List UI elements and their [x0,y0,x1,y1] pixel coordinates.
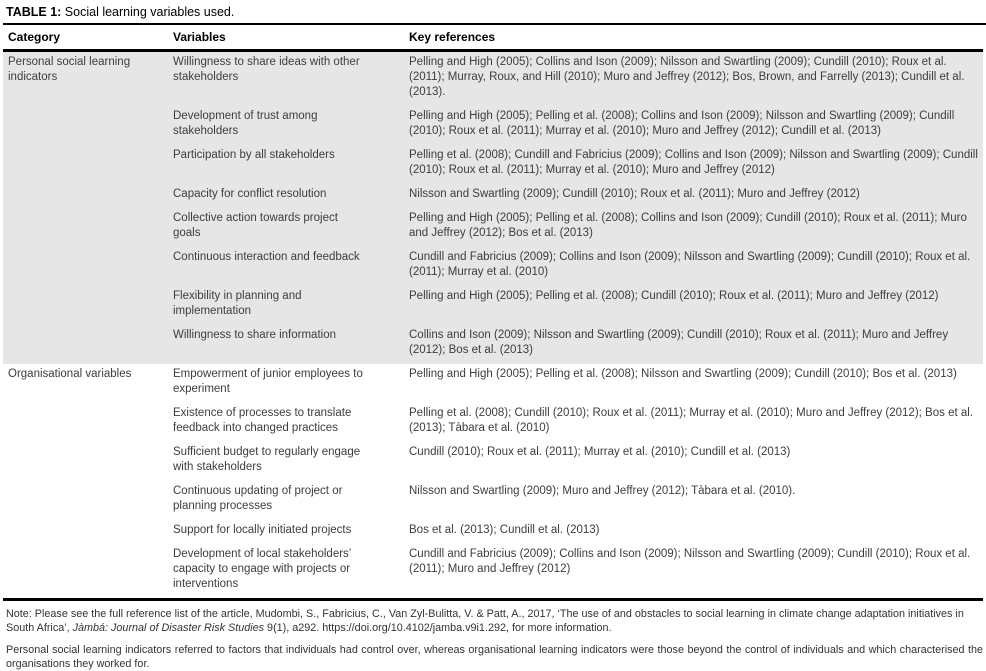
table-title [3,0,986,25]
references-cell: Pelling and High (2005); Pelling et al. (2008); Collins and Ison (2009); Cundill (2010); Roux et al. (2011); Muro and Jeffrey (2012); Bos et al. (2013) [409,208,983,247]
table-row [3,364,983,403]
variable-cell: Sufficient budget to regularly engage with stakeholders [173,446,361,473]
variable-cell: Empowerment of junior employees to experiment [173,368,363,395]
variable-cell: Flexibility in planning and implementation [173,286,409,325]
column-header-category: Category [3,25,173,51]
note-description: Personal social learning indicators referred to factors that individuals had control over, whereas organisational learning indicators were those beyond the control of individuals and which characterised the organisations they worked for. [6,644,983,670]
column-header-key-references: Key references [409,25,983,51]
note-reference-suffix: 9(1), a292. https://doi.org/10.4102/jamba.v9i1.292, for more information. [264,622,612,634]
variable-cell: Continuous interaction and feedback [173,247,409,286]
variable-cell: Development of local stakeholders’ capacity to engage with projects or interventions [173,548,351,590]
variable-cell: Collective action towards project goals [173,208,409,247]
variable-cell: Capacity for conflict resolution [173,184,409,208]
table-notes [3,601,986,671]
variable-cell: Willingness to share information [173,325,409,364]
variable-cell: Willingness to share ideas with other stakeholders [173,51,409,107]
section-personal-social-learning [3,51,983,365]
references-cell: Pelling et al. (2008); Cundill and Fabricius (2009); Collins and Ison (2009); Nilsson and Swartling (2009); Cundill (2010); Roux et al. (2011); Murray et al. (2010); Muro and Jeffrey (2012) [409,145,983,184]
social-learning-table [3,25,983,601]
references-cell: Pelling and High (2005); Collins and Ison (2009); Nilsson and Swartling (2009); Cundill (2010); Roux et al. (2011); Murray, Roux, and Hill (2010); Muro and Jeffrey (2012); Bos, Brown, and Farrelly (2013); Cundill et al. (2013). [409,51,983,107]
references-cell: Cundill and Fabricius (2009); Collins and Ison (2009); Nilsson and Swartling (2009); Cundill (2010); Roux et al. (2011); Muro and Jeffrey (2012) [409,548,971,575]
table-title-text: Social learning variables used. [61,5,235,19]
references-cell: Nilsson and Swartling (2009); Muro and Jeffrey (2012); Tàbara et al. (2010). [409,485,796,497]
note-reference-prefix: Note: Please see the full reference list of the article, Mudombi, S., Fabricius, C., Van Zyl-Bulitta, V. & Patt, A., 2017, ‘The use of and obstacles to social learning in climate change adaptation initiatives in South Africa’, [6,608,964,634]
section-organisational-variables [3,364,983,600]
header-row [3,25,983,51]
table-row [3,51,983,107]
references-cell: Cundill and Fabricius (2009); Collins and Ison (2009); Nilsson and Swartling (2009); Cundill (2010); Roux et al. (2011); Murray et al. (2010) [409,247,983,286]
note-journal-name: Jàmbá: Journal of Disaster Risk Studies [72,622,265,634]
references-cell: Cundill (2010); Roux et al. (2011); Murray et al. (2010); Cundill et al. (2013) [409,446,791,458]
variable-cell: Development of trust among stakeholders [173,106,409,145]
column-header-variables: Variables [173,25,409,51]
references-cell: Bos et al. (2013); Cundill et al. (2013) [409,524,600,536]
references-cell: Pelling and High (2005); Pelling et al. (2008); Cundill (2010); Roux et al. (2011); Muro and Jeffrey (2012) [409,286,983,325]
references-cell: Pelling et al. (2008); Cundill (2010); Roux et al. (2011); Murray et al. (2010); Muro and Jeffrey (2012); Bos et al. (2013); Tàbara et al. (2010) [409,407,973,434]
references-cell: Pelling and High (2005); Pelling et al. (2008); Collins and Ison (2009); Nilsson and Swartling (2009); Cundill (2010); Roux et al. (2011); Murray et al. (2010); Muro and Jeffrey (2012); Cundill et al. (2013) [409,106,983,145]
references-cell: Nilsson and Swartling (2009); Cundill (2010); Roux et al. (2011); Muro and Jeffrey (2012) [409,184,983,208]
references-cell: Pelling and High (2005); Pelling et al. (2008); Nilsson and Swartling (2009); Cundill (2010); Bos et al. (2013) [409,368,957,380]
category-cell: Personal social learning indicators [3,51,173,365]
note-reference [6,607,983,635]
variable-cell: Participation by all stakeholders [173,145,409,184]
variable-cell: Support for locally initiated projects [173,524,352,536]
references-cell: Collins and Ison (2009); Nilsson and Swartling (2009); Cundill (2010); Roux et al. (2011); Muro and Jeffrey (2012); Bos et al. (2013) [409,325,983,364]
variable-cell: Continuous updating of project or planning processes [173,485,343,512]
variable-cell: Existence of processes to translate feedback into changed practices [173,407,352,434]
table-number-label: TABLE 1: [6,5,62,19]
category-cell: Organisational variables [8,368,132,380]
